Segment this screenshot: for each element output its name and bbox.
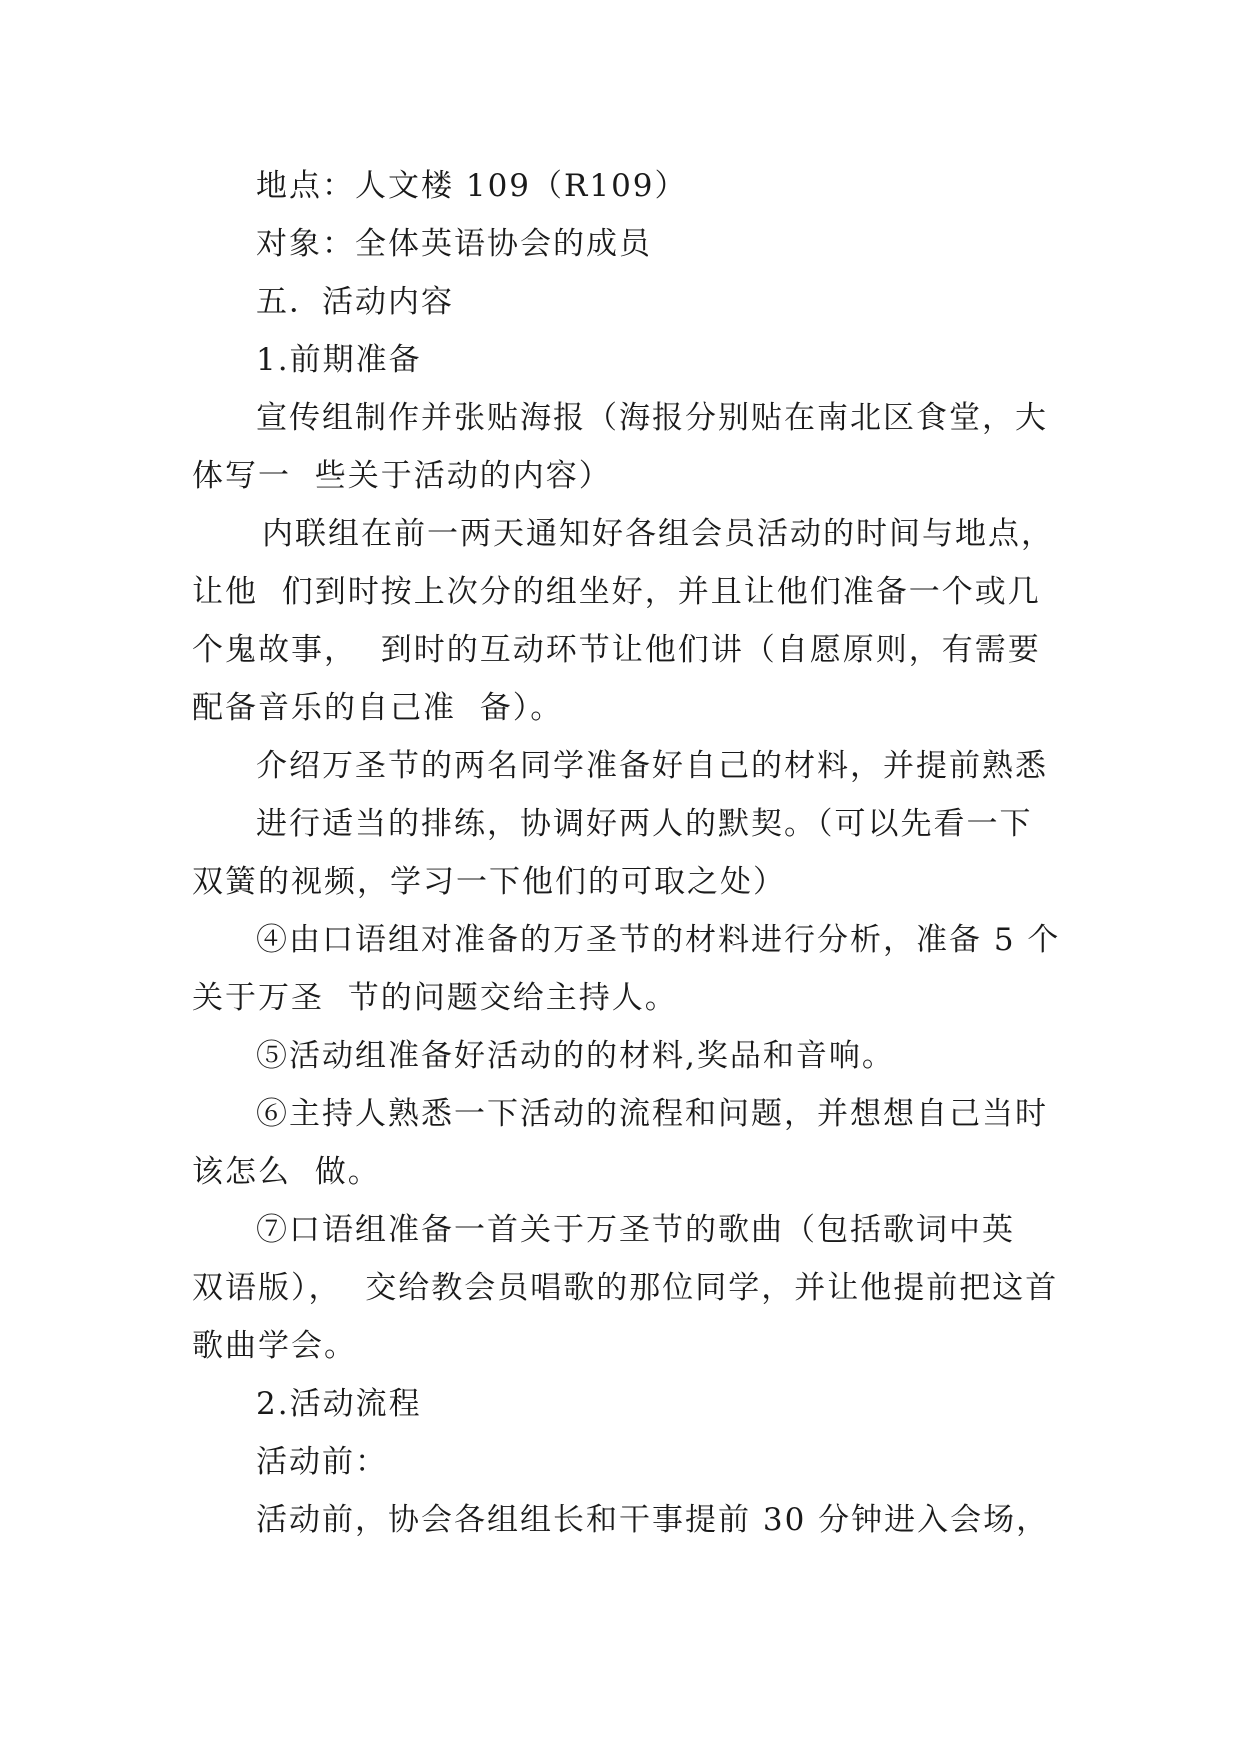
paragraph-line: ⑥主持人熟悉一下活动的流程和问题，并想想自己当时: [256, 1096, 1048, 1132]
paragraph-line: 双簧的视频，学习一下他们的可取之处）: [192, 864, 786, 900]
location-line: 地点：人文楼 109（R109）: [256, 168, 688, 204]
paragraph-line: ④由口语组对准备的万圣节的材料进行分析，准备 5 个: [256, 922, 1061, 958]
audience-line: 对象：全体英语协会的成员: [256, 226, 652, 262]
paragraph-line: 介绍万圣节的两名同学准备好自己的材料，并提前熟悉: [256, 748, 1048, 784]
paragraph-line: 关于万圣 节的问题交给主持人。: [192, 980, 678, 1016]
paragraph-line: 宣传组制作并张贴海报（海报分别贴在南北区食堂，大: [256, 400, 1048, 436]
subsection-heading: 2.活动流程: [256, 1386, 422, 1422]
paragraph-line: 进行适当的排练，协调好两人的默契。（可以先看一下: [256, 806, 1033, 842]
subsection-heading: 1.前期准备: [256, 342, 422, 378]
paragraph-line: 该怎么 做。: [192, 1154, 381, 1190]
paragraph-line: 双语版）， 交给教会员唱歌的那位同学，并让他提前把这首: [192, 1270, 1059, 1306]
paragraph-line: 让他 们到时按上次分的组坐好，并且让他们准备一个或几: [192, 574, 1041, 610]
paragraph-line: 活动前：: [256, 1444, 388, 1480]
section-heading: 五．活动内容: [256, 284, 454, 320]
paragraph-line: 活动前，协会各组组长和干事提前 30 分钟进入会场，: [256, 1502, 1050, 1538]
paragraph-line: 配备音乐的自己准 备）。: [192, 690, 564, 726]
paragraph-line: 体写一 些关于活动的内容）: [192, 458, 612, 494]
paragraph-line: ⑦口语组准备一首关于万圣节的歌曲（包括歌词中英: [256, 1212, 1015, 1248]
paragraph-line: 歌曲学会。: [192, 1328, 357, 1364]
paragraph-line: ⑤活动组准备好活动的的材料,奖品和音响。: [256, 1038, 895, 1074]
paragraph-line: 内联组在前一两天通知好各组会员活动的时间与地点，: [262, 516, 1054, 552]
paragraph-line: 个鬼故事， 到时的互动环节让他们讲（自愿原则，有需要: [192, 632, 1041, 668]
